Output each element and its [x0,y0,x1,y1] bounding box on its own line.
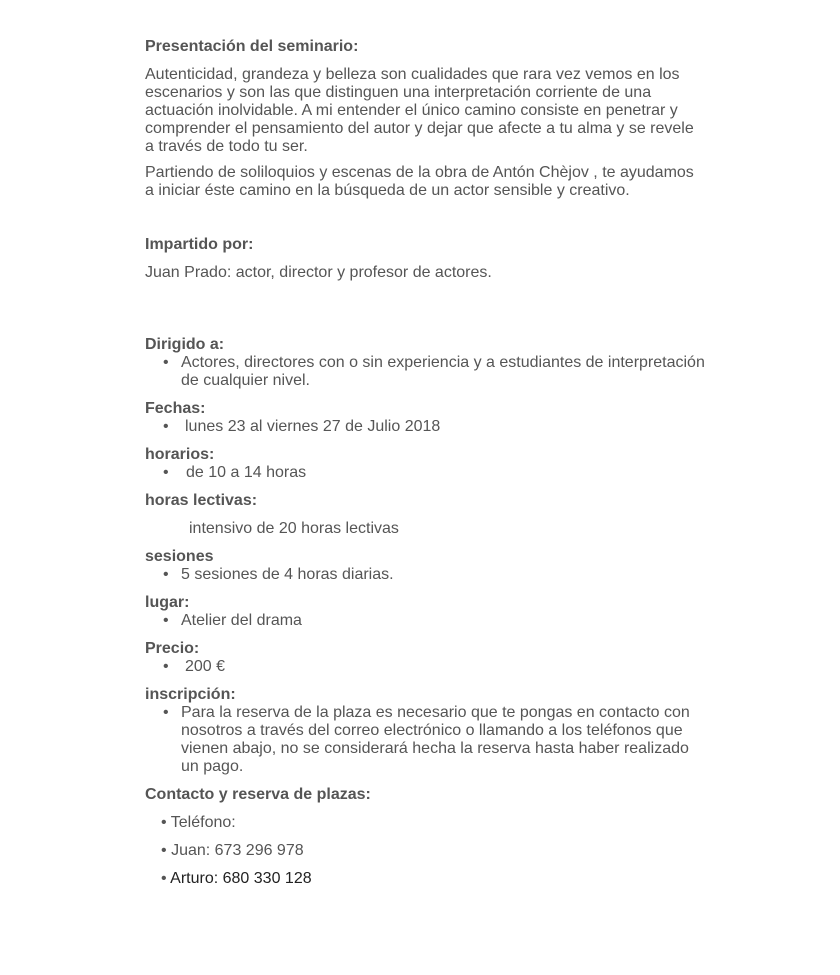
bullet-icon: • [161,870,167,887]
contact-arturo [145,870,705,888]
list-item [145,566,705,584]
presentacion-paragraph-1: Autenticidad, grandeza y belleza son cualidades que rara vez vemos en los escenarios y son las que distinguen una interpretación corriente de una actuación inolvidable. A mi entender el único camino consiste en penetrar y comprender el pensamiento del autor y dejar que afecte a tu alma y se revele a través de todo tu ser. [145,66,694,155]
list-item [145,658,705,676]
horas-lectivas-heading: horas lectivas: [145,492,258,509]
impartido-text: Juan Prado: actor, director y profesor de actores. [145,264,492,281]
fechas-heading: Fechas: [145,400,206,417]
contacto-heading: Contacto y reserva de plazas: [145,786,371,803]
dirigido-heading: Dirigido a: [145,336,225,353]
precio-item-text: 200 € [185,658,226,675]
dirigido-item-text: Actores, directores con o sin experiencia y a estudiantes de interpretación de cualquier nivel. [181,354,705,389]
bullet-icon: • [163,464,169,481]
fechas-list [145,418,705,436]
fechas-item-text: lunes 23 al viernes 27 de Julio 2018 [185,418,441,435]
document-page [145,38,705,888]
bullet-icon: • [163,418,169,435]
list-item [145,418,705,436]
list-item [145,612,705,630]
bullet-icon: • [163,354,169,371]
bullet-icon: • [163,566,169,583]
presentacion-paragraph-2: Partiendo de soliloquios y escenas de la obra de Antón Chèjov , te ayudamos a iniciar éste camino en la búsqueda de un actor sensible y creativo. [145,164,694,199]
list-item [145,704,705,776]
contact-juan [145,842,705,860]
lugar-heading: lugar: [145,594,190,611]
inscripcion-heading: inscripción: [145,686,236,703]
horarios-item-text: de 10 a 14 horas [186,464,307,481]
precio-heading: Precio: [145,640,200,657]
lugar-list [145,612,705,630]
lugar-item-text: Atelier del drama [181,612,302,629]
list-item [145,354,705,390]
precio-list [145,658,705,676]
bullet-icon: • [161,842,167,859]
contact-telefono [145,814,705,832]
horarios-list [145,464,705,482]
list-item [145,464,705,482]
impartido-heading: Impartido por: [145,236,254,253]
horas-lectivas-text: intensivo de 20 horas lectivas [189,520,399,537]
contact-juan-phone: Juan: 673 296 978 [171,842,304,859]
inscripcion-item-text: Para la reserva de la plaza es necesario que te pongas en contacto con nosotros a través del correo electrónico o llamando a los teléfonos que vienen abajo, no se considerará hecha la reserva hasta haber realizado un pago. [181,704,690,775]
horarios-heading: horarios: [145,446,215,463]
contact-telefono-label: Teléfono: [170,814,236,831]
inscripcion-list [145,704,705,776]
sesiones-list [145,566,705,584]
dirigido-list [145,354,705,390]
sesiones-item-text: 5 sesiones de 4 horas diarias. [181,566,394,583]
bullet-icon: • [163,612,169,629]
bullet-icon: • [161,814,167,831]
bullet-icon: • [163,658,169,675]
presentacion-heading: Presentación del seminario: [145,38,359,55]
bullet-icon: • [163,704,169,721]
sesiones-heading: sesiones [145,548,214,565]
contact-arturo-phone: Arturo: 680 330 128 [170,870,312,887]
